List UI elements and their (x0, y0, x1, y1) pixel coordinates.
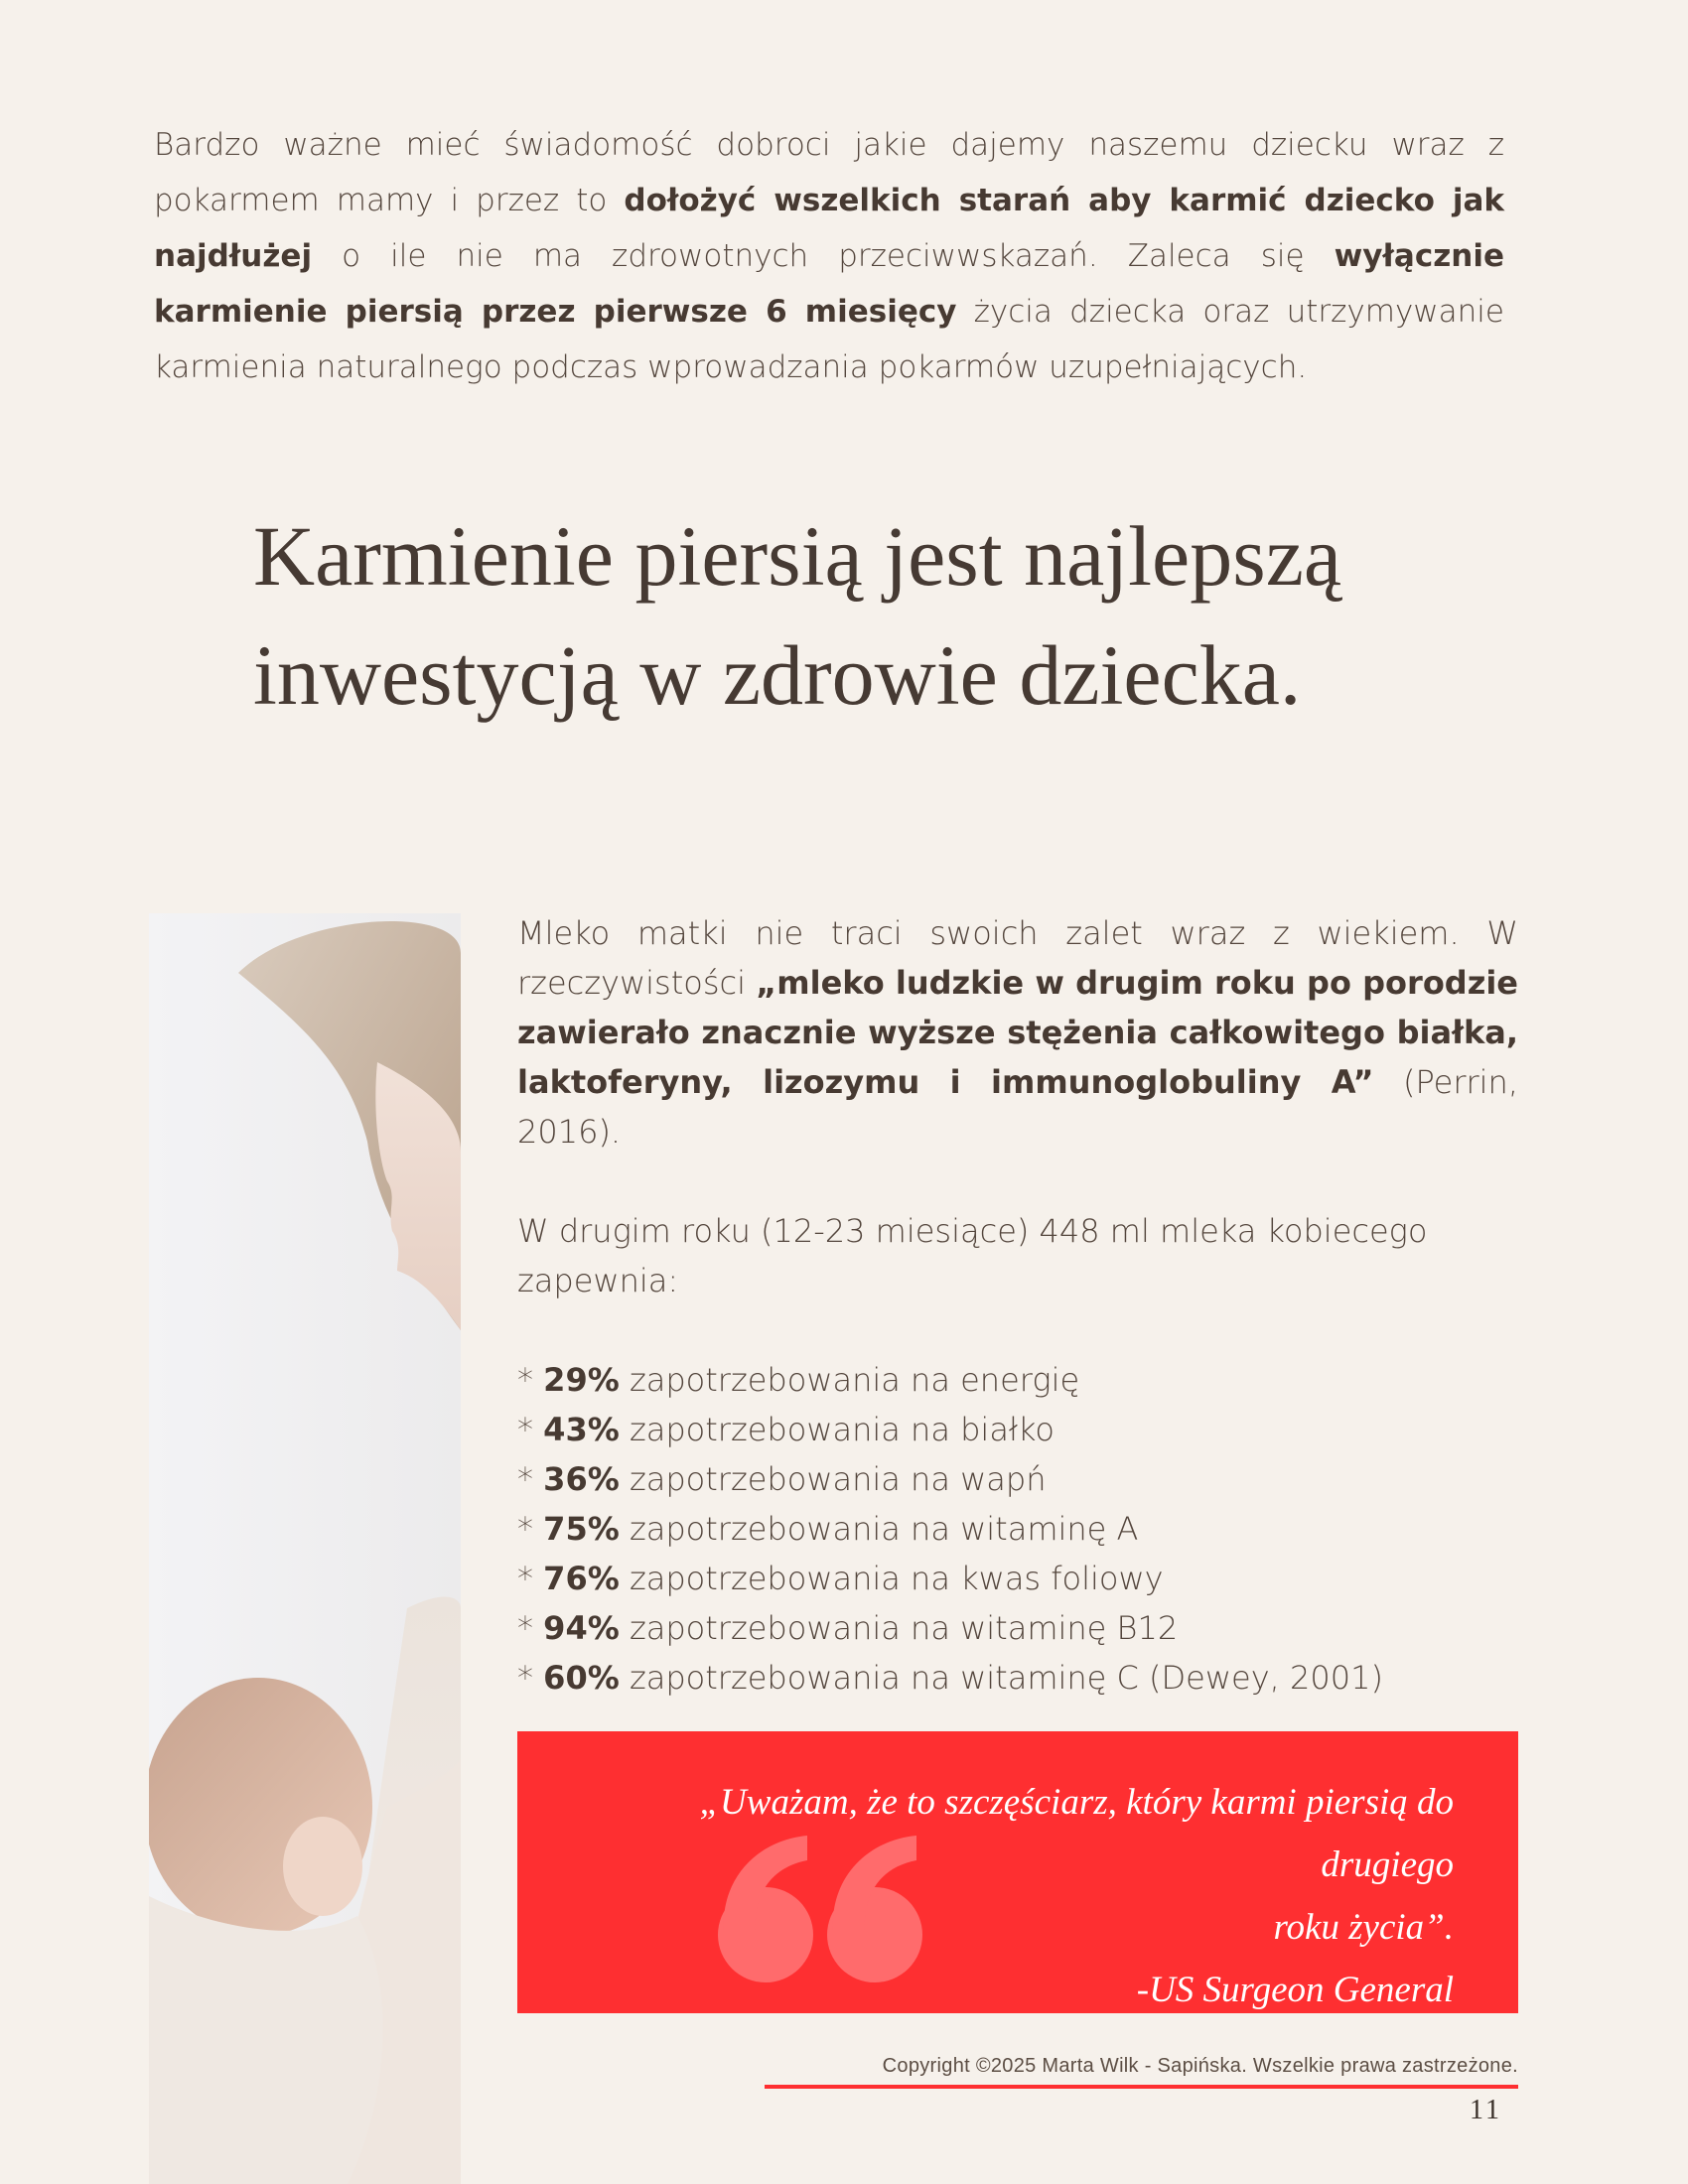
stat-label: zapotrzebowania na wapń (619, 1460, 1047, 1498)
intro-text: życia dziecka oraz utrzymywanie karmienia naturalnego podczas wprowadzania pokarmów uzupełniających. (154, 294, 1504, 385)
intro-emphasis: dołożyć wszelkich starań aby karmić dziecko jak najdłużej (154, 183, 1505, 274)
list-item (517, 1504, 1518, 1554)
intro-text: o ile nie ma zdrowotnych przeciwwskazań. Zaleca się (312, 238, 1335, 274)
paragraph-citation: (Perrin, 2016). (517, 1063, 1519, 1151)
stat-label: zapotrzebowania na witaminę C (Dewey, 2001) (619, 1659, 1383, 1697)
intro-text: Bardzo ważne mieć świadomość dobroci jakie dajemy naszemu dziecku wraz z pokarmem mamy i przez to (154, 127, 1504, 218)
stat-label: zapotrzebowania na kwas foliowy (619, 1560, 1164, 1597)
quote-line: „Uważam, że to szczęściarz, który karmi piersią do drugiego (699, 1782, 1454, 1885)
mother-baby-photo (149, 913, 461, 2184)
bullet: * (517, 1361, 544, 1399)
quote-text (560, 1771, 1454, 2021)
headline-line: inwestycją w zdrowie dziecka. (253, 627, 1302, 723)
stat-label: zapotrzebowania na witaminę B12 (619, 1609, 1179, 1647)
list-item (517, 1405, 1518, 1454)
headline (253, 496, 1445, 735)
stat-label: zapotrzebowania na białko (619, 1411, 1055, 1448)
list-item (517, 1454, 1518, 1504)
headline-line: Karmienie piersią jest najlepszą (253, 508, 1342, 604)
quote-line: roku życia”. (1273, 1907, 1454, 1948)
stat-percent: 94% (543, 1609, 620, 1647)
stat-label: zapotrzebowania na energię (619, 1361, 1080, 1399)
nutrition-stats-list (517, 1355, 1518, 1703)
bullet: * (517, 1609, 544, 1647)
list-item (517, 1603, 1518, 1653)
list-item (517, 1554, 1518, 1603)
list-item (517, 1355, 1518, 1405)
article-content (517, 908, 1518, 1703)
bullet: * (517, 1460, 544, 1498)
quote-author: -US Surgeon General (1136, 1970, 1454, 2010)
stat-percent: 75% (543, 1510, 620, 1548)
page-number: 11 (1470, 2095, 1502, 2125)
intro-paragraph (154, 117, 1504, 395)
intro-emphasis: wyłącznie karmienie piersią przez pierwsze 6 miesięcy (154, 238, 1504, 330)
bullet: * (517, 1411, 544, 1448)
bullet: * (517, 1510, 544, 1548)
paragraph-text: Mleko matki nie traci swoich zalet wraz z wiekiem. W rzeczywistości (517, 914, 1518, 1002)
second-year-paragraph: W drugim roku (12-23 miesiące) 448 ml mleka kobiecego zapewnia: (517, 1212, 1428, 1299)
copyright-underline (765, 2085, 1518, 2089)
paragraph-emphasis: „mleko ludzkie w drugim roku po porodzie zawierało znacznie wyższe stężenia całkowitego białka, laktoferyny, lizozymu i immunoglobuliny A” (517, 964, 1519, 1101)
stat-percent: 29% (543, 1361, 620, 1399)
stat-percent: 43% (543, 1411, 620, 1448)
bullet: * (517, 1560, 544, 1597)
stat-percent: 36% (543, 1460, 620, 1498)
bullet: * (517, 1659, 544, 1697)
milk-paragraph (517, 908, 1518, 1157)
stat-percent: 76% (543, 1560, 620, 1597)
copyright-notice: Copyright ©2025 Marta Wilk - Sapińska. Wszelkie prawa zastrzeżone. (882, 2055, 1518, 2077)
stat-label: zapotrzebowania na witaminę A (619, 1510, 1139, 1548)
stat-percent: 60% (543, 1659, 620, 1697)
list-item (517, 1653, 1518, 1703)
quote-box (517, 1731, 1518, 2013)
